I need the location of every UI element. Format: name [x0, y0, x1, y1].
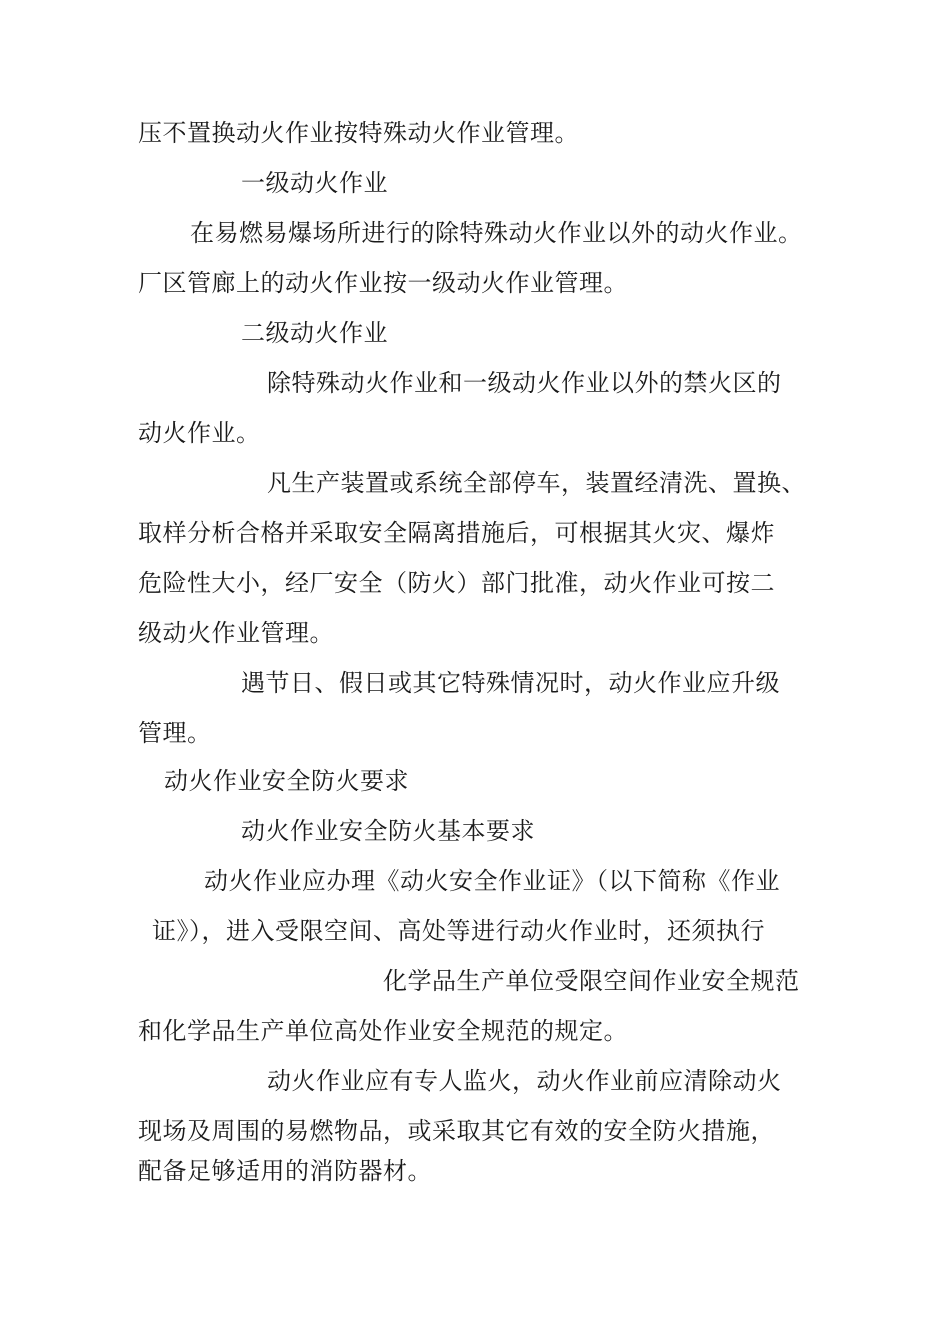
paragraph-line: 管理。: [138, 719, 212, 747]
paragraph-line: 压不置换动火作业按特殊动火作业管理。: [138, 119, 579, 147]
paragraph-line: 化学品生产单位受限空间作业安全规范: [383, 967, 800, 995]
paragraph-line: 在易燃易爆场所进行的除特殊动火作业以外的动火作业。: [190, 219, 803, 247]
paragraph-line: 现场及周围的易燃物品，或采取其它有效的安全防火措施，: [138, 1117, 775, 1145]
paragraph-line: 厂区管廊上的动火作业按一级动火作业管理。: [138, 269, 628, 297]
paragraph-line: 级动火作业管理。: [138, 619, 334, 647]
paragraph-line: 和化学品生产单位高处作业安全规范的规定。: [138, 1017, 628, 1045]
paragraph-line: 取样分析合格并采取安全隔离措施后，可根据其火灾、爆炸: [138, 519, 775, 547]
paragraph-line: 动火作业。: [138, 419, 261, 447]
section-heading-fire-safety-requirements: 动火作业安全防火要求: [164, 767, 409, 795]
paragraph-line: 除特殊动火作业和一级动火作业以外的禁火区的: [267, 369, 782, 397]
paragraph-line: 配备足够适用的消防器材。: [138, 1157, 432, 1185]
section-heading-level-2-fire-work: 二级动火作业: [241, 319, 388, 347]
paragraph-line: 遇节日、假日或其它特殊情况时，动火作业应升级: [241, 669, 780, 697]
section-heading-level-1-fire-work: 一级动火作业: [241, 169, 388, 197]
paragraph-line: 动火作业应办理《动火安全作业证》（以下简称《作业: [204, 867, 780, 895]
paragraph-line: 凡生产装置或系统全部停车，装置经清洗、置换、: [267, 469, 806, 497]
paragraph-line: 危险性大小，经厂安全（防火）部门批准，动火作业可按二: [138, 569, 775, 597]
paragraph-line: 动火作业应有专人监火，动火作业前应清除动火: [267, 1067, 782, 1095]
paragraph-line: 证》），进入受限空间、高处等进行动火作业时，还须执行: [152, 917, 765, 945]
subsection-heading-basic-requirements: 动火作业安全防火基本要求: [241, 817, 535, 845]
